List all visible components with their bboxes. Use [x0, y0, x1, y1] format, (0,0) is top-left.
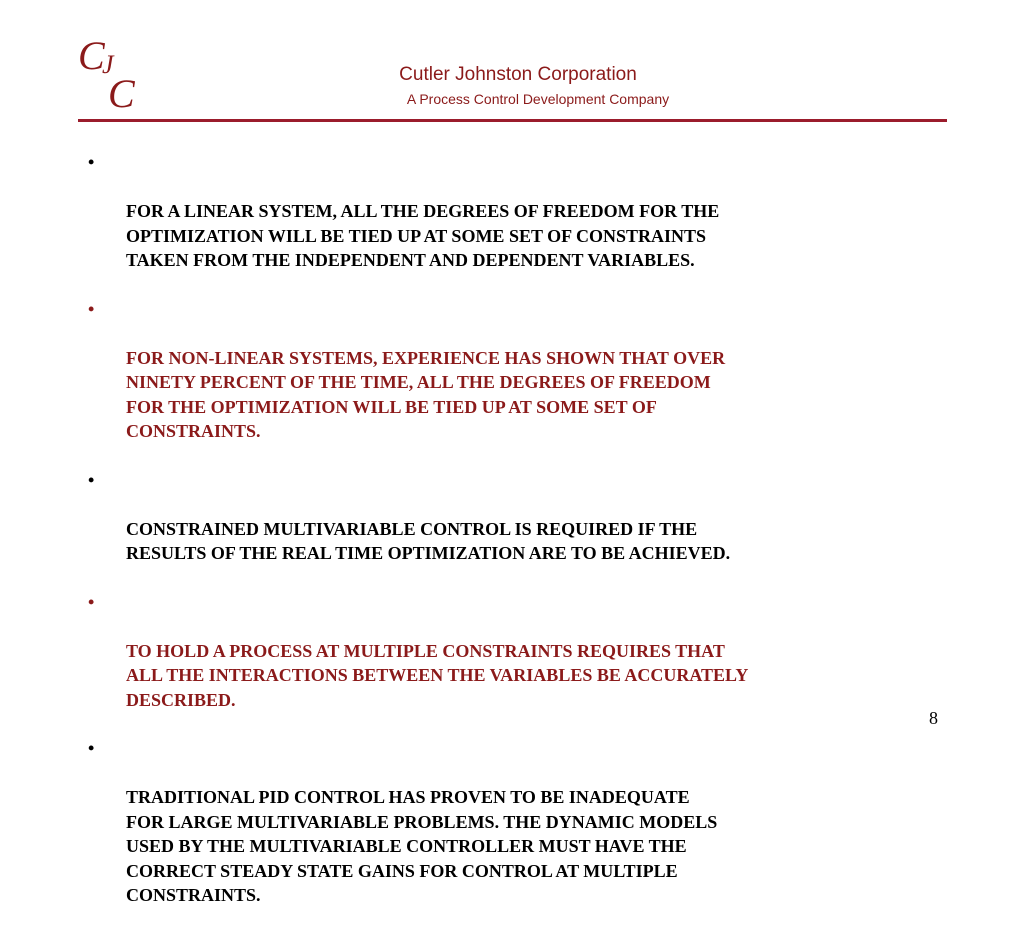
company-tagline: A Process Control Development Company: [406, 91, 670, 107]
company-logo: [72, 33, 152, 116]
bullet-text: FOR A LINEAR SYSTEM, ALL THE DEGREES OF FREEDOM FOR THE OPTIMIZATION WILL BE TIED UP AT SOME SET OF CONSTRAINTS TAKEN FROM THE INDEPENDENT AND DEPENDENT VARIABLES.: [126, 201, 720, 270]
bullet-item: [84, 736, 934, 908]
company-name: Cutler Johnston Corporation: [399, 64, 637, 85]
bullet-marker: •: [88, 298, 95, 319]
bullet-item: [84, 297, 934, 444]
bullet-text: TO HOLD A PROCESS AT MULTIPLE CONSTRAINTS REQUIRES THAT ALL THE INTERACTIONS BETWEEN THE VARIABLES BE ACCURATELY DESCRIBED.: [126, 640, 749, 710]
bullet-item: [84, 150, 934, 273]
bullet-text: CONSTRAINED MULTIVARIABLE CONTROL IS REQUIRED IF THE RESULTS OF THE REAL TIME OPTIMIZATION ARE TO BE ACHIEVED.: [126, 518, 731, 563]
bullet-marker: •: [88, 152, 95, 172]
header-divider: [78, 119, 947, 122]
bullet-marker: •: [88, 738, 95, 758]
logo-letter-c-top: C: [78, 33, 105, 78]
bullet-item: [84, 468, 934, 566]
bullet-text: TRADITIONAL PID CONTROL HAS PROVEN TO BE INADEQUATE FOR LARGE MULTIVARIABLE PROBLEMS. THE DYNAMIC MODELS USED BY THE MULTIVARIABLE CONTROLLER MUST HAVE THE CORRECT STEADY STATE GAINS FOR CONTROL AT MULTIPLE CONSTRAINTS.: [126, 787, 718, 905]
page-number: 8: [929, 708, 938, 728]
bullet-item: [84, 590, 934, 713]
logo-letter-c-bottom: C: [108, 71, 135, 116]
logo-letter-j: J: [102, 50, 114, 79]
bullet-marker: •: [88, 469, 95, 490]
bullet-text: FOR NON-LINEAR SYSTEMS, EXPERIENCE HAS SHOWN THAT OVER NINETY PERCENT OF THE TIME, ALL THE DEGREES OF FREEDOM FOR THE OPTIMIZATION WILL BE TIED UP AT SOME SET OF CONSTRAINTS.: [126, 347, 726, 441]
bullet-list: [84, 150, 934, 932]
bullet-marker: •: [88, 591, 95, 612]
